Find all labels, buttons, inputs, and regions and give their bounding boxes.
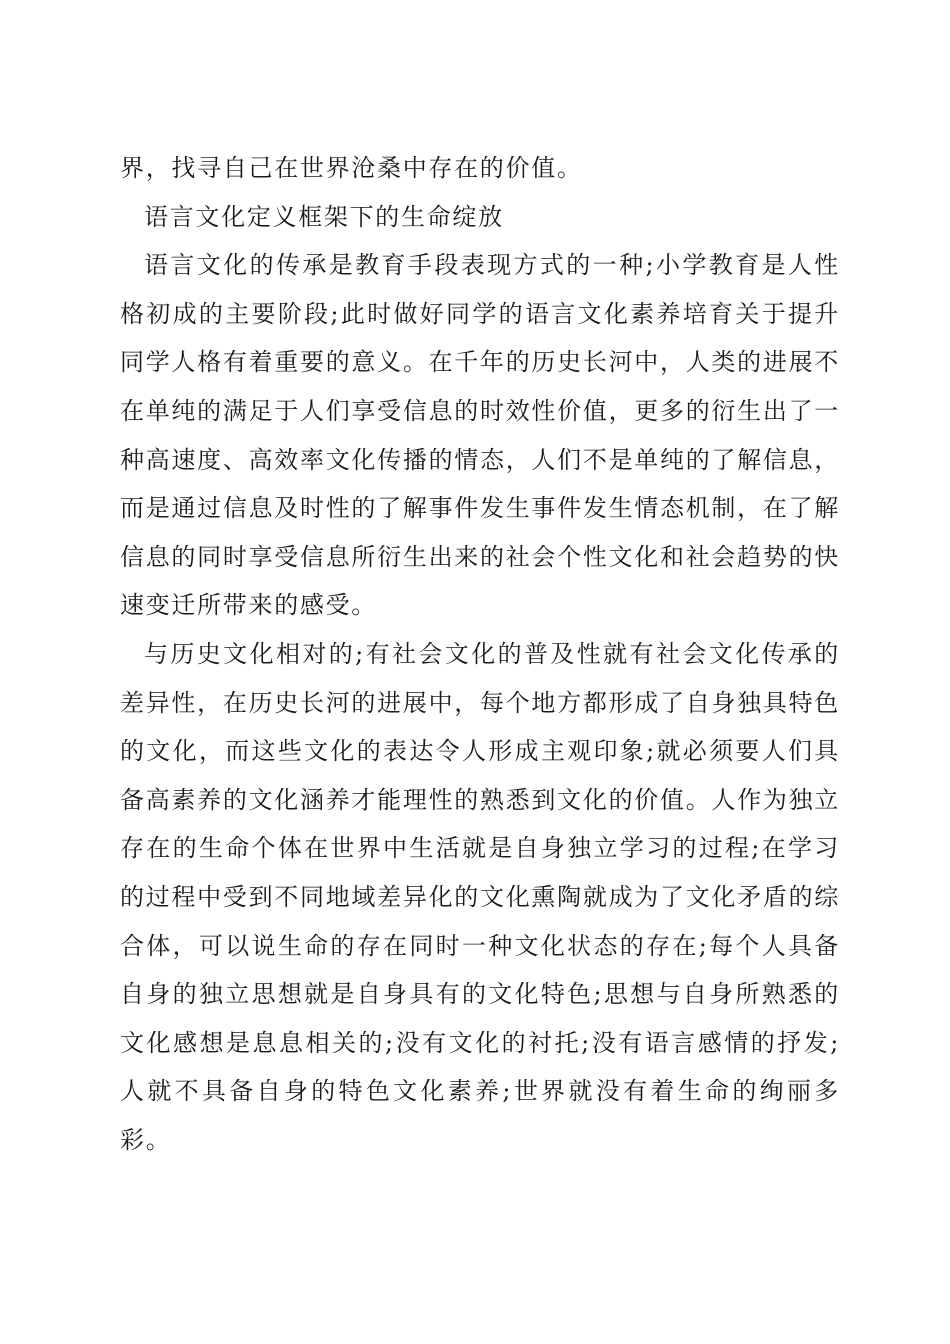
document-body bbox=[120, 144, 840, 1164]
paragraph-historical-culture: 与历史文化相对的;有社会文化的普及性就有社会文化传承的差异性，在历史长河的进展中，每个地方都形成了自身独具特色的文化，而这些文化的表达令人形成主观印象;就必须要人们具备高素养的文化涵养才能理性的熟悉到文化的价值。人作为独立存在的生命个体在世界中生活就是自身独立学习的过程;在学习的过程中受到不同地域差异化的文化熏陶就成为了文化矛盾的综合体，可以说生命的存在同时一种文化状态的存在;每个人具备自身的独立思想就是自身具有的文化特色;思想与自身所熟悉的文化感想是息息相关的;没有文化的衬托;没有语言感情的抒发;人就不具备自身的特色文化素养;世界就没有着生命的绚丽多彩。 bbox=[120, 639, 840, 1154]
paragraph-language-culture: 语言文化的传承是教育手段表现方式的一种;小学教育是人性格初成的主要阶段;此时做好同学的语言文化素养培育关于提升同学人格有着重要的意义。在千年的历史长河中，人类的进展不在单纯的满足于人们享受信息的时效性价值，更多的衍生出了一种高速度、高效率文化传播的情态，人们不是单纯的了解信息，而是通过信息及时性的了解事件发生事件发生情态机制，在了解信息的同时享受信息所衍生出来的社会个性文化和社会趋势的快速变迁所带来的感受。 bbox=[120, 251, 840, 620]
section-heading: 语言文化定义框架下的生命绽放 bbox=[144, 202, 504, 231]
paragraph-continuation: 界，找寻自己在世界沧桑中存在的价值。 bbox=[120, 154, 583, 182]
